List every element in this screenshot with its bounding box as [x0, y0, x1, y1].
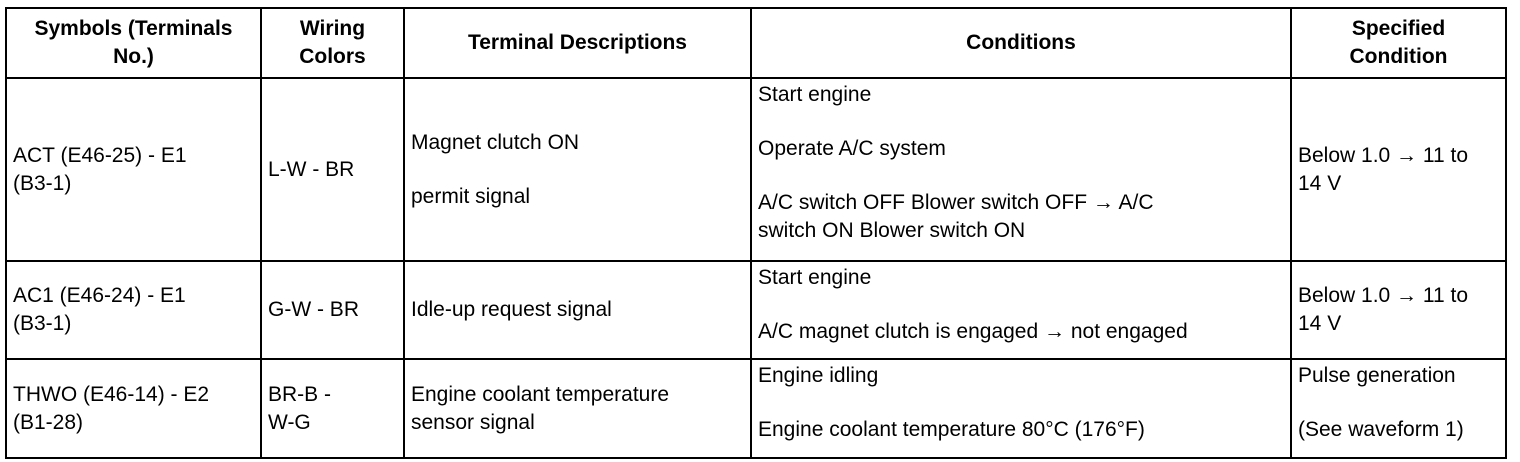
conditions-cell — [751, 359, 1291, 458]
wiring-cell — [261, 359, 404, 458]
table-row — [6, 78, 1506, 261]
specified-text: 14 V — [1298, 312, 1342, 335]
header-wiring — [261, 8, 404, 78]
condition-text: A/C switch OFF Blower switch OFF → A/C — [758, 191, 1154, 214]
conditions-cell — [751, 78, 1291, 261]
header-symbols-line1: Symbols (Terminals — [34, 17, 233, 40]
condition-text: switch ON Blower switch ON — [758, 219, 1026, 242]
symbol-text: THWO (E46-14) - E2 — [13, 382, 210, 406]
symbol-cell — [6, 359, 261, 458]
specified-text: Below 1.0 → 11 to — [1298, 143, 1469, 167]
header-conditions-text: Conditions — [966, 31, 1076, 54]
header-conditions — [751, 8, 1291, 78]
specified-cell — [1291, 261, 1506, 359]
header-symbols-line2: No.) — [113, 45, 154, 68]
description-text: Magnet clutch ON — [411, 130, 580, 154]
specified-text: Below 1.0 → 11 to — [1298, 284, 1469, 307]
specified-text: (See waveform 1) — [1298, 418, 1464, 441]
symbol-text: (B3-1) — [13, 171, 72, 195]
header-row — [6, 8, 1506, 78]
description-cell — [404, 78, 751, 261]
symbol-text: ACT (E46-25) - E1 — [13, 143, 187, 167]
description-text: sensor signal — [411, 410, 535, 434]
wiring-cell — [261, 78, 404, 261]
terminal-table-container — [5, 7, 1507, 459]
header-wiring-line2: Colors — [299, 45, 366, 68]
header-wiring-line1: Wiring — [299, 17, 366, 40]
symbol-text: (B3-1) — [13, 312, 72, 335]
symbol-cell — [6, 78, 261, 261]
wiring-text: L-W - BR — [268, 157, 355, 181]
description-text: Idle-up request signal — [411, 298, 612, 321]
header-specified — [1291, 8, 1506, 78]
condition-text: Start engine — [758, 83, 872, 106]
description-cell — [404, 359, 751, 458]
header-symbols — [6, 8, 261, 78]
header-description-text: Terminal Descriptions — [467, 31, 687, 54]
symbol-cell — [6, 261, 261, 359]
condition-text: Start engine — [758, 266, 872, 289]
description-cell — [404, 261, 751, 359]
specified-text: Pulse generation — [1298, 364, 1456, 387]
wiring-text: G-W - BR — [268, 298, 359, 321]
terminal-table — [5, 7, 1507, 459]
wiring-cell — [261, 261, 404, 359]
specified-text: 14 V — [1298, 171, 1342, 195]
specified-cell — [1291, 359, 1506, 458]
condition-text: A/C magnet clutch is engaged → not engaged — [758, 320, 1188, 343]
wiring-text: BR-B - — [268, 382, 331, 406]
description-text: permit signal — [411, 184, 531, 208]
specified-cell — [1291, 78, 1506, 261]
conditions-cell — [751, 261, 1291, 359]
symbol-text: (B1-28) — [13, 410, 84, 434]
condition-text: Engine idling — [758, 364, 879, 387]
symbol-text: AC1 (E46-24) - E1 — [13, 284, 186, 307]
header-specified-line2: Condition — [1349, 45, 1448, 68]
description-text: Engine coolant temperature — [411, 382, 669, 406]
condition-text: Operate A/C system — [758, 137, 946, 160]
condition-text: Engine coolant temperature 80°C (176°F) — [758, 418, 1145, 441]
table-row — [6, 359, 1506, 458]
wiring-text: W-G — [268, 410, 311, 434]
table-row — [6, 261, 1506, 359]
header-description — [404, 8, 751, 78]
header-specified-line1: Specified — [1351, 17, 1446, 40]
